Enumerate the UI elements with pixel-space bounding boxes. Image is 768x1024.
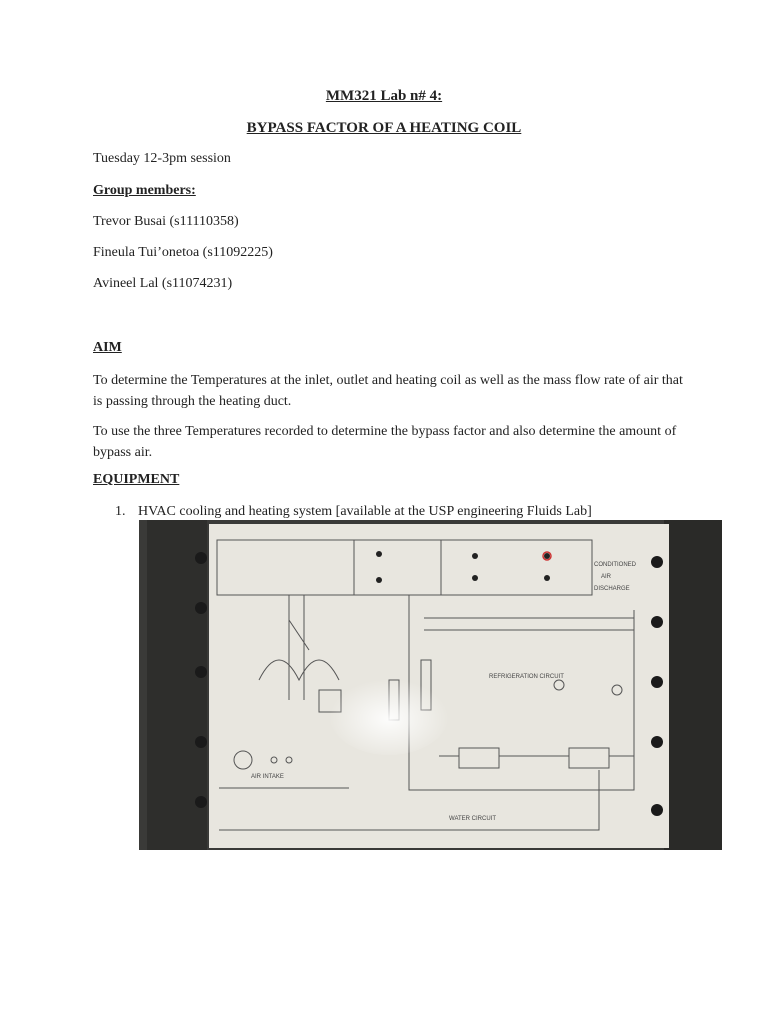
list-number: 1.	[115, 504, 126, 519]
list-text: HVAC cooling and heating system [available at the USP engineering Fluids Lab]	[138, 504, 592, 519]
photo-label: DISCHARGE	[594, 586, 630, 592]
photo-label: CONDITIONED	[594, 562, 636, 568]
group-heading: Group members:	[93, 183, 196, 198]
photo-label: WATER CIRCUIT	[449, 816, 496, 822]
group-member: Trevor Busai (s11110358)	[93, 214, 239, 229]
equipment-list-item	[115, 504, 592, 520]
photo-label: AIR	[601, 574, 612, 580]
group-member: Fineula Tui’onetoa (s11092225)	[93, 245, 273, 260]
photo-label: REFRIGERATION CIRCUIT	[489, 674, 564, 680]
lab-title: MM321 Lab n# 4:	[325, 88, 443, 104]
hvac-panel-photo	[139, 520, 722, 850]
group-member: Avineel Lal (s11074231)	[93, 276, 233, 291]
session-text: Tuesday 12-3pm session	[93, 151, 231, 166]
equipment-heading: EQUIPMENT	[93, 472, 180, 487]
aim-paragraph: To use the three Temperatures recorded to determine the bypass factor and also determine the amount of bypass air.	[93, 424, 677, 460]
aim-heading: AIM	[93, 340, 122, 355]
report-subtitle: BYPASS FACTOR OF A HEATING COIL	[246, 120, 522, 136]
photo-label: AIR INTAKE	[251, 774, 284, 780]
aim-paragraph: To determine the Temperatures at the inlet, outlet and heating coil as well as the mass flow rate of air that is passing through the heating duct.	[93, 373, 683, 409]
